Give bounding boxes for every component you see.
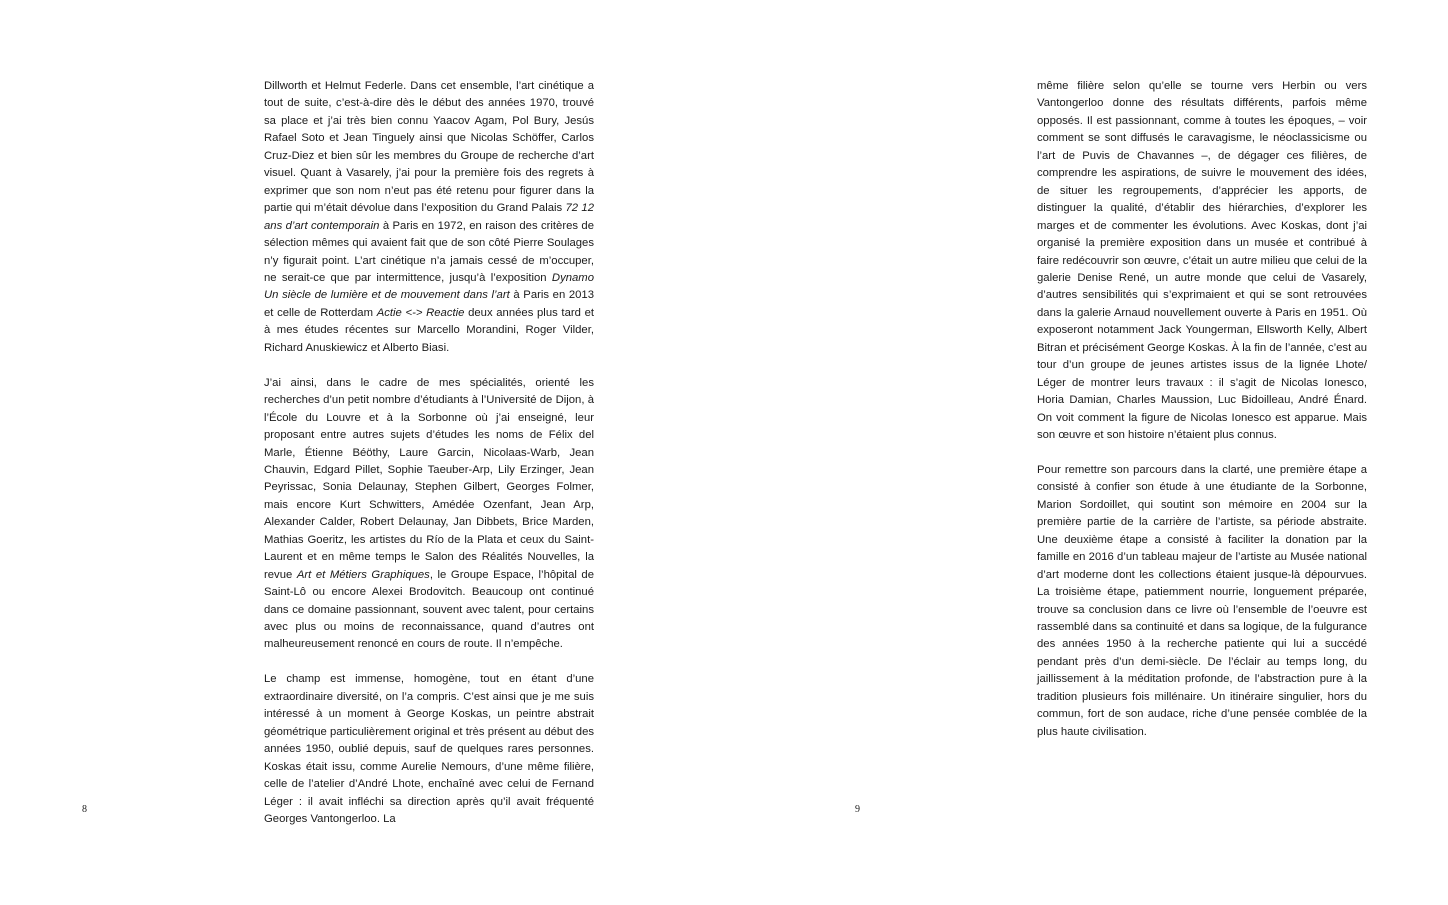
body-text: Dillworth et Helmut Federle. Dans cet ensemble, l’art cinétique a tout de suite, c’est-à-dire dès le début des années 1970, trouvé sa place et j’ai très bien connu Yaacov Agam, Pol Bury, Jesús Rafael Soto et Jean Tinguely ainsi que Nicolas Schöffer, Carlos Cruz-Diez et bien sûr les membres du Groupe de recherche d’art visuel. Quant à Vasarely, j’ai pour la première fois des regrets à exprimer que son nom n’eut pas été retenu pour figurer dans la partie qui m’était dévolue dans l’exposition du Grand Palais: [264, 80, 594, 215]
page-number: 8: [82, 804, 87, 815]
italic-title-text: Art et Métiers Graphiques: [296, 568, 430, 581]
italic-title-text: 72 12 ans d’art contemporain: [264, 202, 594, 232]
paragraph: [264, 671, 594, 828]
italic-title-text: Dynamo Un siècle de lumière et de mouvement dans l’art: [264, 271, 594, 302]
paragraph: [264, 78, 594, 357]
paragraph: [1037, 78, 1367, 445]
right-page: [724, 0, 1448, 905]
body-text: deux années plus tard et à mes études récentes sur Marcello Morandini, Roger Vilder, Richard Anuskiewicz et Alberto Biasi.: [264, 306, 594, 354]
left-text-column: [264, 78, 594, 828]
body-text: J’ai ainsi, dans le cadre de mes spécialités, orienté les recherches d’un petit nombre d’étudiants à l’Université de Dijon, à l’École du Louvre et à la Sorbonne où j’ai enseigné, leur proposant entre autres sujets d’études les noms de Félix del Marle, Étienne Béöthy, Laure Garcin, Nicolaas-Warb, Jean Chauvin, Edgard Pillet, Sophie Taeuber-Arp, Lily Erzinger, Jean Peyrissac, Sonia Delaunay, Stephen Gilbert, Georges Folmer, mais encore Kurt Schwitters, Amédée Ozenfant, Jean Arp, Alexander Calder, Robert Delaunay, Jan Dibbets, Brice Marden, Mathias Goeritz, les artistes du Río de la Plata et ceux du Saint-Laurent et en même temps le Salon des Réalités Nouvelles, la revue: [264, 376, 594, 581]
paragraph: [264, 375, 594, 654]
paragraph: [1037, 462, 1367, 741]
body-text: à Paris en 1972, en raison des critères de sélection mêmes qui avaient fait que de son côté Pierre Soulages n’y figurait point. L’art cinétique n’a jamais cessé de m’occuper, ne serait-ce que par intermittence, jusqu’à l’exposition: [264, 219, 594, 284]
page-number: 9: [855, 804, 860, 815]
body-text: à Paris en 2013 et celle de Rotterdam: [264, 289, 594, 319]
italic-title-text: Actie <-> Reactie: [376, 306, 465, 319]
right-text-column: [1037, 78, 1367, 741]
body-text: même filière selon qu’elle se tourne vers Herbin ou vers Vantongerloo donne des résultats différents, parfois même opposés. Il est passionnant, comme à toutes les époques, – voir comment se sont diffusés le caravagisme, le néoclassicisme ou l’art de Puvis de Chavannes –, de dégager ces filières, de comprendre les aspirations, de suivre le mouvement des idées, de situer les regroupements, d’apprécier les apports, de distinguer la qualité, d’établir des hiérarchies, d’explorer les marges et de commenter les évolutions. Avec Koskas, dont j’ai organisé la première exposition dans un musée et contribué à faire redécouvrir son œuvre, c’était un autre milieu que celui de la galerie Denise René, un autre monde que celui de Vasarely, d’autres sensibilités qui s’exprimaient et qui se sont retrouvées dans la galerie Arnaud nouvellement ouverte à Paris en 1951. Où exposeront notamment Jack Youngerman, Ellsworth Kelly, Albert Bitran et précisément George Koskas. À la fin de l’année, c’est au tour d’un groupe de jeunes artistes issus de la lignée Lhote/ Léger de montrer leurs travaux : il s’agit de Nicolas Ionesco, Horia Damian, Charles Maussion, Luc Bidoilleau, André Énard. On voit comment la figure de Nicolas Ionesco est apparue. Mais son œuvre et son histoire n’étaient plus connus.: [1037, 80, 1367, 442]
body-text: Le champ est immense, homogène, tout en étant d’une extraordinaire diversité, on l’a compris. C’est ainsi que je me suis intéressé à un moment à George Koskas, un peintre abstrait géométrique particulièrement original et très présent au début des années 1950, oublié depuis, sauf de quelques rares personnes. Koskas était issu, comme Aurelie Nemours, d’une même filière, celle de l’atelier d’André Lhote, enchaîné avec celui de Fernand Léger : il avait infléchi sa direction après qu’il avait fréquenté Georges Vantongerloo. La: [264, 673, 594, 825]
body-text: , le Groupe Espace, l’hôpital de Saint-Lô ou encore Alexei Brodovitch. Beaucoup ont continué dans ce domaine passionnant, souvent avec talent, pour certains avec plus ou moins de reconnaissance, quand d’autres ont malheureusement renoncé en cours de route. Il n’empêche.: [264, 568, 594, 651]
body-text: Pour remettre son parcours dans la clarté, une première étape a consisté à confier son étude à une étudiante de la Sorbonne, Marion Sordoillet, qui soutint son mémoire en 2004 sur la première partie de la carrière de l’artiste, sa période abstraite. Une deuxième étape a consisté à faciliter la donation par la famille en 2016 d’un tableau majeur de l’artiste au Musée national d’art moderne dont les collections étaient jusque-là dépourvues. La troisième étape, patiemment nourrie, longuement préparée, trouve sa conclusion dans ce livre où l’ensemble de l’oeuvre est rassemblé dans sa continuité et dans sa logique, de la fulgurance des années 1950 à la recherche patiente qui lui a succédé pendant près d’un demi-siècle. De l’éclair au temps long, du jaillissement à la méditation profonde, de l’abstraction pure à la tradition plusieurs fois millénaire. Un itinéraire singulier, hors du commun, fort de son audace, riche d’une pensée comblée de la plus haute civilisation.: [1037, 463, 1367, 738]
